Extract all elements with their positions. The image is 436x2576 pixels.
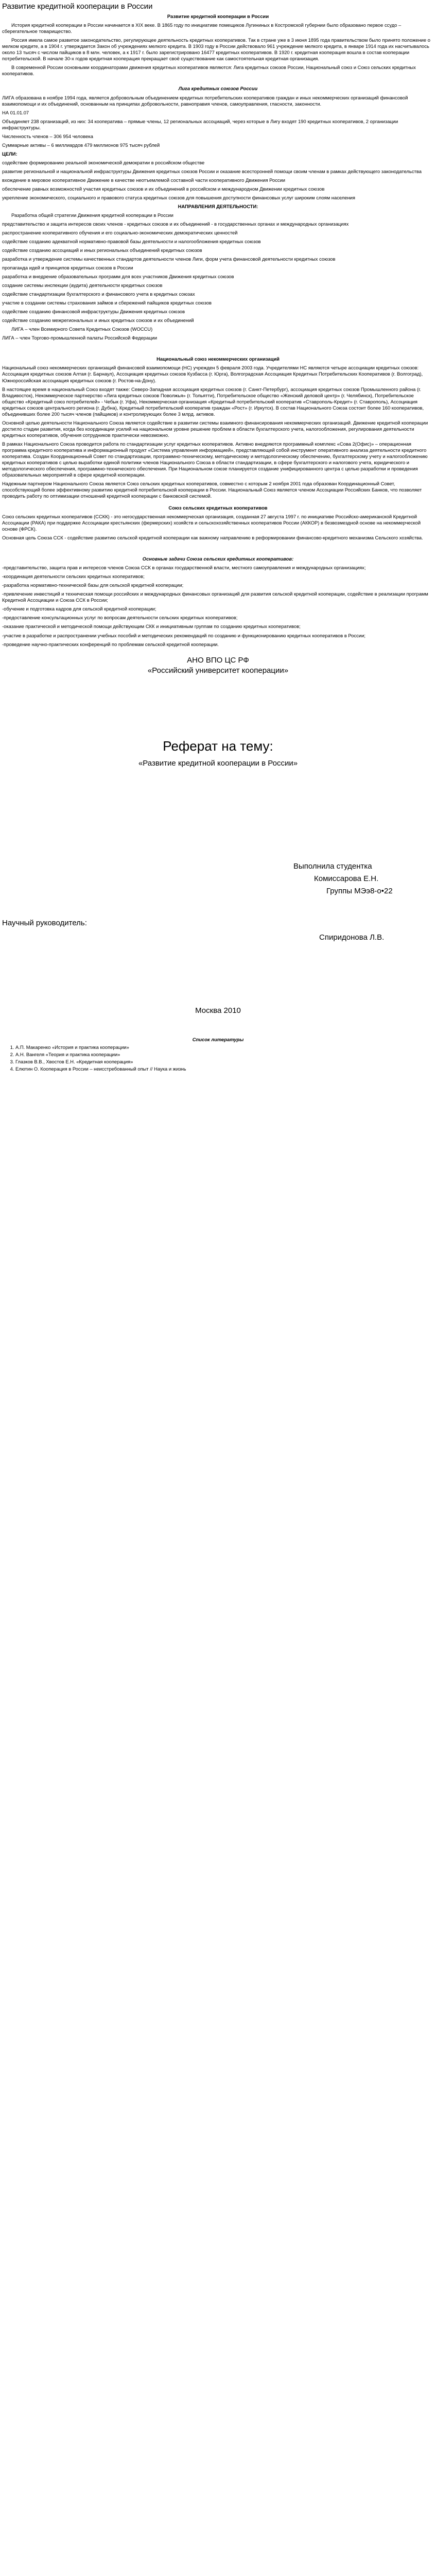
paragraph: Основной целью деятельности Национального Союза является содействие в развитии системы взаимного финансирования некоммерческих организаций. Движение кредитной кооперации достигло стадии развития, когда без координации усилий на национальном уровне решение проблем в области бухгалтерского учета, налогообложения, регулирования деятельности кредитных кооперативов, обучения сотрудников практически невозможно. xyxy=(2,419,428,438)
list-item: -представительство, защита прав и интересов членов Союза ССК в органах государственной власти, местного самоуправления и международных организациях; xyxy=(2,565,366,571)
section-heading: Лига кредитных союзов России xyxy=(178,86,258,92)
list-item: содействие созданию адекватной нормативно-правовой базы деятельности и налогообложения кредитных союзов xyxy=(2,239,261,245)
literature-item: 1. А.П. Макаренко «История и практика кооперации» xyxy=(15,1044,434,1050)
list-item: содействие стандартизации бухгалтерского и финансового учета в кредитных союзах xyxy=(2,291,195,297)
paragraph: Основная цель Союза ССК - содействие развитию сельской кредитной кооперации как важному направлению в реформировании финансово-кредитного механизма Сельского хозяйства. xyxy=(2,535,423,541)
paragraph: Объединяет 238 организаций, из них: 34 кооператива – прямые члены, 12 региональных ассоциаций, через которые в Лигу входят 190 кредитных кооперативов, 2 организации инфраструктуры. xyxy=(2,118,398,130)
student-group: Группы МЭэ8-о•22 xyxy=(326,886,393,895)
subheading: НАПРАВЛЕНИЯ ДЕЯТЕЛЬНОСТИ: xyxy=(178,203,258,209)
paragraph: В настоящее время в национальный Союз входят также: Северо-Западная ассоциация кредитных союзов (г. Санкт-Петербург), ассоциация кредитных союзов Промышленного района (г. Владивосток), Некоммерческое партнерство «Лига кредитных союзов Поволжья» (г. Тольятти), Потребительское общество «Женский деловой центр» (г. Челябинск), Потребительское общество «Кредитный союз потребителей» - Чебык (г. Уфа), Некоммерческая организация «Кредитный потребительский кооператив «Ставрополь-Кредит» (г. Ставрополь), Ассоциация кредитных союзов центрального региона (г. Дубна), Кредитный потребительский кооператив граждан «Рост» (г. Иркутск). В состав Национального Союза состоит более 160 кооперативов, объединивших более 200 тысяч членов (пайщиков) и контролирующих более 3 млрд. активов. xyxy=(2,386,424,417)
paragraph: ЛИГА образована в ноябре 1994 года, является добровольным объединением кредитных потребительских кооперативов граждан и иных некоммерческих организаций финансовой взаимопомощи и их объединений, основанным на принципах добровольности, равноправия членов, самоуправления, гласности, законности. xyxy=(2,94,408,107)
list-item: -проведение научно-практических конференций по проблемам сельской кредитной кооперации. xyxy=(2,641,219,647)
list-item: обеспечение равных возможностей участия кредитных союзов и их объединений в российском и международном Движении кредитных союзов xyxy=(2,185,325,192)
list-item: содействие формированию реальной экономической демократии в российском обществе xyxy=(2,159,205,165)
city-year: Москва 2010 xyxy=(195,1006,241,1015)
list-item: -предоставление консультационных услуг по вопросам деятельности сельских кредитных кооперативов; xyxy=(2,615,238,621)
literature-item: 4. Елютин О. Кооперация в России – неисстребованный опыт // Наука и жизнь xyxy=(15,1066,434,1072)
supervisor-label: Научный руководитель: xyxy=(2,918,87,927)
paragraph: История кредитной кооперации в России начинается в XIX веке. В 1865 году по инициативе помещиков Лугининых в Костромской губернии было образовано первое ссудо – сберегательное товарищество. xyxy=(2,22,402,35)
list-item: содействие созданию межрегиональных и иных кредитных союзов и их объединений xyxy=(2,317,194,324)
paragraph: Численность членов – 306 954 человека xyxy=(2,133,93,139)
paragraph: Суммарные активы – 6 миллиардов 479 миллионов 975 тысяч рублей xyxy=(2,142,160,148)
list-item: -разработка нормативно-технической базы для сельской кредитной кооперации; xyxy=(2,582,184,588)
list-item: развитие региональной и национальной инфраструктуры Движения кредитных союзов России и оказание всесторонней помощи своим членам в рамках действующего законодательства xyxy=(2,168,422,174)
subheading: ЦЕЛИ: xyxy=(2,150,18,157)
paragraph: Россия имела самое развитое законодательство, регулирующее деятельность кредитных кооперативов. Так в стране уже в 3 июня 1895 года правительством было принято положение о мелком кредите, а в 1904 г. утверждается Закон об учреждениях мелкого кредита. В 1903 году в России действовало 961 учреждение мелкого кредита, в январе 1914 года их насчитывалось около 13 тысяч с числом пайщиков в 8 млн. человек, а к 1917 г. было зарегистрировано 16477 кредитных кооперативов. В 1920 г. кредитная кооперация вошла в состав кооперации потребительской. В начале 30-х годов кредитная кооперация прекращает своё существование как самостоятельная кредитная организация. xyxy=(2,37,430,62)
university-name: АНО ВПО ЦС РФ xyxy=(187,655,249,665)
university-full-name: «Российский университет кооперации» xyxy=(147,666,289,675)
list-item: укрепление экономического, социального и правового статуса кредитных союзов для повышения доступности финансовых услуг широким слоям населения xyxy=(2,194,355,200)
essay-topic: «Развитие кредитной кооперации в России» xyxy=(138,758,298,768)
literature-item: 3. Глазков В.В., Хвостов Е.Н. «Кредитная кооперация» xyxy=(15,1059,434,1065)
list-item: вхождение в мировое кооперативное Движение в качестве неотъемлемой составной части кооперативного Движения России xyxy=(2,177,286,183)
list-item: пропаганда идей и принципов кредитных союзов в России xyxy=(2,265,133,271)
list-item: разработка и утверждение системы качественных стандартов деятельности членов Лиги, форм учета финансовой деятельности кредитных союзов xyxy=(2,256,336,262)
paragraph: Союз сельских кредитных кооперативов (ССКК) - это негосударственная некоммерческая организация, созданная 27 августа 1997 г. по инициативе Российско-американской Кредитной Ассоциации (РАКА) при поддержке Ассоциации крестьянских (фермерских) хозяйств и сельскохозяйственных кооперативов России (АККОР) в безвозмездной основе на некоммерческой основе (ФРСК). xyxy=(2,514,421,532)
list-item: представительство и защита интересов своих членов - кредитных союзов и их объединений - в государственных органах и международных организациях xyxy=(2,221,349,227)
paragraph: НА 01.01.07 xyxy=(2,109,29,115)
supervisor-name: Спиридонова Л.В. xyxy=(319,933,385,942)
literature-heading: Список литературы xyxy=(192,1036,244,1042)
section-heading: Национальный союз некоммерческих организаций xyxy=(156,356,280,362)
list-item: содействие созданию ассоциаций и иных региональных объединений кредитных союзов xyxy=(2,247,202,253)
paragraph: ЛИГА – член Всемирного Совета Кредитных Союзов (WOCCU) xyxy=(11,326,153,332)
section-heading: Основные задачи Союза сельских кредитных кооперативов: xyxy=(142,556,294,562)
document-body xyxy=(0,13,436,647)
list-item: -обучение и подготовка кадров для сельской кредитной кооперации; xyxy=(2,606,156,612)
essay-label: Реферат на тему: xyxy=(163,738,273,754)
list-item: -участие в разработке и распространении учебных пособий и методических рекомендаций по созданию и функционированию кредитных кооперативов в России; xyxy=(2,632,365,638)
list-item: содействие созданию финансовой инфраструктуры Движения кредитных союзов xyxy=(2,309,185,315)
list-item: разработка и внедрение образовательных программ для всех участников Движения кредитных союзов xyxy=(2,274,234,280)
list-item: -координация деятельности сельских кредитных кооперативов; xyxy=(2,573,145,580)
list-item: создание системы инспекции (аудита) деятельности кредитных союзов xyxy=(2,282,163,289)
student-name: Комиссарова Е.Н. xyxy=(314,874,379,883)
student-line: Выполнила студентка xyxy=(293,861,372,871)
section-heading: Союз сельских кредитных кооперативов xyxy=(168,505,268,511)
list-item: -оказание практической и методической помощи действующим СКК и инициативным группам по созданию кредитных кооперативов; xyxy=(2,623,301,630)
paragraph: В современной России основными координаторами движения кредитных кооперативов являются: Лига кредитных союзов России, Национальный союз и Союз сельских кредитных кооперативов. xyxy=(2,64,416,77)
list-item: участие в создании системы страхования займов и сбережений пайщиков кредитных союзов xyxy=(2,300,212,306)
paragraph: Надежным партнером Национального Союза является Союз сельских кредитных кооперативов, совместно с которым 2 ноября 2001 года образован Координационный Совет, способствующий более эффективному развитию кредитной потребительской кооперации в России. Национальный Союз является членом Ассоциации Российских Банков, что позволяет проводить работу по оптимизации отношений кредитной кооперации с банковской системой. xyxy=(2,480,422,499)
section-heading: Развитие кредитной кооперации в России xyxy=(167,13,269,20)
literature-item: 2. А.Н. Вангеля «Теория и практика кооперации» xyxy=(15,1052,434,1058)
title-page xyxy=(0,650,436,1212)
paragraph: ЛИГА – член Торгово-промышленной палаты Российской Федерации xyxy=(2,335,158,341)
paragraph: Национальный союз некоммерческих организаций финансовой взаимопомощи (НС) учрежден 5 февраля 2003 года. Учредителями НС являются четыре ассоциации кредитных союзов: Ассоциация кредитных союзов Алтая (г. Барнаул), Ассоциация кредитных союзов Кузбасса (г. Юрга), Волгоградская Ассоциация Кредитных Потребительских Кооперативов (г. Волгоград), Южнороссийская ассоциация кредитных союзов (г. Ростов-на-Дону). xyxy=(2,365,423,383)
paragraph: В рамках Национального Союза проводится работа по стандартизации услуг кредитных кооперативов. Активно внедряются программный комплекс «Сова 2(Офис)» – операционная программа кредитного кооператива и информационный продукт «Система управления информацией», представляющей собой инструмент оперативного анализа деятельности кредитного кооператива. Создан Координационный Совет по стандартизации, программно-техническому, методическому и методологическому обеспечению, бухгалтерскому учету и налогообложению кредитных кооперативов с целью выработки единой политики членов Национального Союза в области стандартизации, в сфере бухгалтерского и налогового учета, юридического и методологического обеспечения, программно-технического обеспечения. При Национальном союзе планируется создание унифицированного центра с целью разработки и проведения образовательных мероприятий в сфере кредитной кооперации. xyxy=(2,440,428,478)
list-item: распространение кооперативного обучения и его социально-экономических демократических ценностей xyxy=(2,230,238,235)
list-item: Разработка общей стратегии Движения кредитной кооперации в России xyxy=(11,212,173,218)
list-item: -привлечение инвестиций и техническая помощи российских и международных финансовых организаций для развития сельской кредитной кооперации, содействие в реализации программ Кредитной Ассоциации и Союза ССК в России; xyxy=(2,591,428,603)
page-title: Развитие кредитной кооперации в России xyxy=(2,2,153,11)
